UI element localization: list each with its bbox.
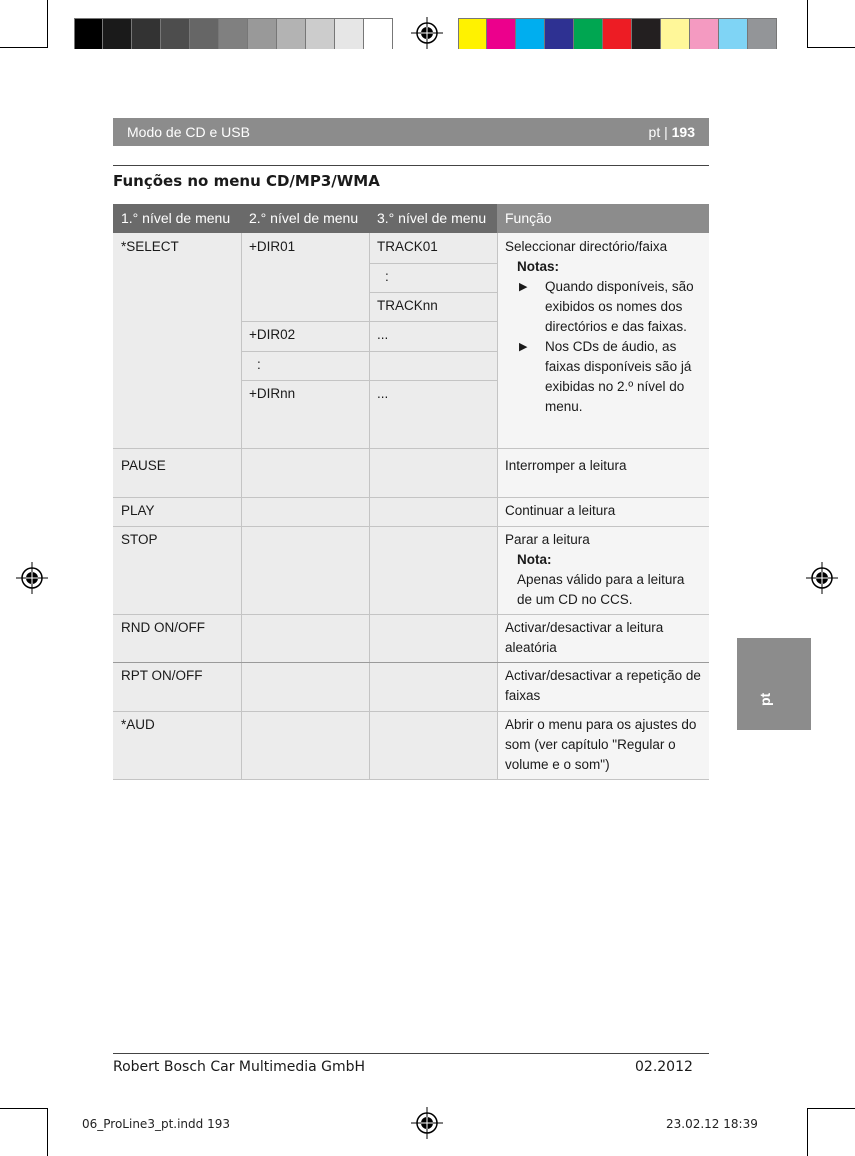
table-cell-function: Interromper a leitura: [497, 448, 709, 497]
note-heading: Nota:: [517, 552, 552, 567]
slug-filename: 06_ProLine3_pt.indd 193: [82, 1117, 230, 1131]
column-header: 3.° nível de menu: [369, 204, 497, 233]
table-cell: [241, 526, 369, 614]
color-swatch: [364, 19, 393, 49]
color-swatch: [458, 19, 487, 49]
crop-mark: [0, 1108, 48, 1109]
process-color-bar: [458, 18, 777, 48]
color-swatch: [161, 19, 190, 49]
table-cell: TRACKnn: [369, 292, 497, 321]
header-section-title: Modo de CD e USB: [127, 124, 250, 140]
color-swatch: [219, 19, 248, 49]
table-cell-function: Activar/desactivar a leitura aleatória: [497, 614, 709, 662]
note-bullet: ▶ Nos CDs de áudio, as faixas disponíveis são já exibidas no 2.º nível do menu.: [519, 339, 692, 414]
table-cell-function: Activar/desactivar a repetição de faixas: [497, 662, 709, 711]
grid-line: [497, 233, 498, 780]
color-swatch: [719, 19, 748, 49]
crop-mark: [47, 1108, 48, 1156]
table-cell: TRACK01: [369, 233, 497, 263]
color-swatch: [690, 19, 719, 49]
color-swatch: [74, 19, 103, 49]
grid-line: [113, 526, 709, 527]
grid-line: [369, 263, 497, 264]
functions-table: [113, 204, 709, 780]
table-cell: [369, 351, 497, 380]
crop-mark: [47, 0, 48, 48]
header-page-number: pt | 193: [648, 124, 695, 140]
table-cell: [241, 711, 369, 780]
table-cell: +DIR02: [241, 321, 369, 351]
table-cell: *SELECT: [113, 233, 241, 448]
grid-line: [241, 380, 497, 381]
crop-mark: [807, 0, 808, 48]
table-cell-function: Abrir o menu para os ajustes do som (ver capítulo "Regular o volume e o som"): [497, 711, 709, 780]
table-cell: ...: [369, 321, 497, 351]
column-header: Função: [497, 204, 709, 233]
grid-line: [369, 233, 370, 780]
table-cell-function: Seleccionar directório/faixa Notas: ▶ Quando disponíveis, são exibidos os nomes dos directórios e das faixas. ▶ Nos CDs de áudio, as faixas disponíveis são já exibidas no 2.º nível do menu.: [497, 233, 709, 448]
column-header: 2.° nível de menu: [241, 204, 369, 233]
table-cell: [369, 614, 497, 662]
crop-mark: [807, 1108, 855, 1109]
column-header: 1.° nível de menu: [113, 204, 241, 233]
grid-line: [241, 351, 497, 352]
color-swatch: [487, 19, 516, 49]
running-header: [113, 118, 709, 146]
section-title: Funções no menu CD/MP3/WMA: [113, 172, 380, 190]
color-swatch: [545, 19, 574, 49]
grid-line: [241, 233, 242, 780]
color-swatch: [516, 19, 545, 49]
table-cell: :: [241, 351, 369, 380]
grid-line: [241, 321, 497, 322]
registration-mark-icon: [411, 17, 443, 49]
registration-mark-icon: [806, 562, 838, 594]
color-swatch: [132, 19, 161, 49]
table-cell: ...: [369, 380, 497, 448]
table-cell: [241, 448, 369, 497]
table-cell: +DIRnn: [241, 380, 369, 448]
slug-timestamp: 23.02.12 18:39: [666, 1117, 758, 1131]
footer-date: 02.2012: [635, 1059, 693, 1075]
table-cell: [369, 711, 497, 780]
registration-mark-icon: [411, 1107, 443, 1139]
language-side-tab: pt: [737, 638, 811, 730]
grid-line: [113, 448, 709, 449]
color-swatch: [277, 19, 306, 49]
grid-line: [113, 497, 709, 498]
table-cell: [369, 448, 497, 497]
table-cell: [369, 662, 497, 711]
grid-line: [113, 711, 709, 712]
color-swatch: [335, 19, 364, 49]
footer-rule: [113, 1053, 709, 1054]
table-cell: +DIR01: [241, 233, 369, 321]
crop-mark: [807, 1108, 808, 1156]
color-swatch: [190, 19, 219, 49]
color-swatch: [748, 19, 777, 49]
table-cell: PLAY: [113, 497, 241, 526]
table-cell: [241, 497, 369, 526]
header-rule: [113, 165, 709, 166]
grid-line: [369, 292, 497, 293]
color-swatch: [306, 19, 335, 49]
table-cell: *AUD: [113, 711, 241, 780]
grid-line: [113, 662, 709, 663]
color-swatch: [632, 19, 661, 49]
table-cell-function: Continuar a leitura: [497, 497, 709, 526]
triangle-right-icon: ▶: [519, 341, 528, 353]
footer-company: Robert Bosch Car Multimedia GmbH: [113, 1059, 366, 1075]
table-cell: PAUSE: [113, 448, 241, 497]
table-cell: [369, 526, 497, 614]
table-cell: [241, 662, 369, 711]
grid-line: [113, 779, 709, 780]
color-swatch: [574, 19, 603, 49]
table-cell: STOP: [113, 526, 241, 614]
crop-mark: [807, 47, 855, 48]
table-cell-function: Parar a leitura Nota: Apenas válido para a leitura de um CD no CCS.: [497, 526, 709, 614]
table-cell: RPT ON/OFF: [113, 662, 241, 711]
table-cell: RND ON/OFF: [113, 614, 241, 662]
grayscale-color-bar: [74, 18, 393, 48]
table-cell: :: [369, 263, 497, 292]
table-cell: [369, 497, 497, 526]
color-swatch: [248, 19, 277, 49]
note-bullet: ▶ Quando disponíveis, são exibidos os nomes dos directórios e das faixas.: [519, 279, 694, 334]
triangle-right-icon: ▶: [519, 281, 528, 293]
crop-mark: [0, 47, 48, 48]
grid-line: [113, 614, 709, 615]
color-swatch: [603, 19, 632, 49]
registration-mark-icon: [16, 562, 48, 594]
color-swatch: [661, 19, 690, 49]
table-cell: [241, 614, 369, 662]
color-swatch: [103, 19, 132, 49]
notes-heading: Notas:: [517, 259, 560, 274]
